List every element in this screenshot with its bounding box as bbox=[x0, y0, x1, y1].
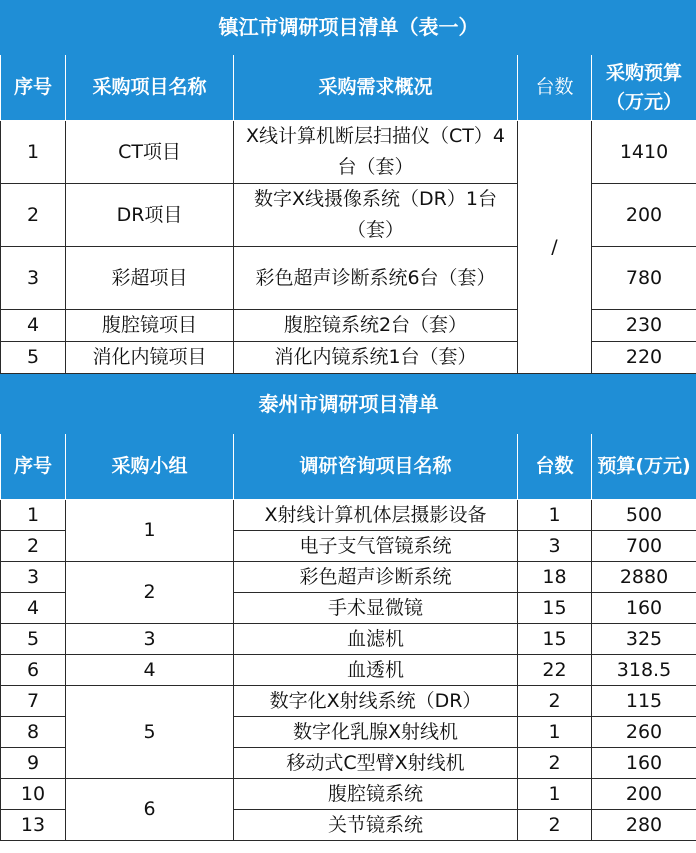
row-name: CT项目 bbox=[66, 121, 234, 184]
table-row bbox=[1, 184, 696, 247]
table-row bbox=[1, 310, 696, 342]
row-budget: 500 bbox=[592, 500, 696, 531]
row-name: 腹腔镜系统 bbox=[234, 779, 518, 810]
row-name: 数字化X射线系统（DR） bbox=[234, 686, 518, 717]
row-name: 血滤机 bbox=[234, 624, 518, 655]
row-qty: 15 bbox=[518, 593, 592, 624]
row-no: 10 bbox=[1, 779, 66, 810]
table1-header-desc: 采购需求概况 bbox=[234, 55, 518, 121]
row-name: 手术显微镜 bbox=[234, 593, 518, 624]
qty-merged-cell: / bbox=[518, 121, 592, 374]
row-qty: 2 bbox=[518, 810, 592, 841]
row-name: 彩色超声诊断系统 bbox=[234, 562, 518, 593]
row-name: 关节镜系统 bbox=[234, 810, 518, 841]
row-no: 8 bbox=[1, 717, 66, 748]
row-budget: 200 bbox=[592, 184, 696, 247]
row-name: 移动式C型臂X射线机 bbox=[234, 748, 518, 779]
row-desc: 彩色超声诊断系统6台（套） bbox=[234, 247, 518, 310]
row-budget: 2880 bbox=[592, 562, 696, 593]
table2-header-group: 采购小组 bbox=[66, 434, 234, 500]
row-name: DR项目 bbox=[66, 184, 234, 247]
taizhou-table bbox=[0, 374, 696, 841]
row-no: 4 bbox=[1, 593, 66, 624]
row-qty: 1 bbox=[518, 779, 592, 810]
row-budget: 780 bbox=[592, 247, 696, 310]
table-row bbox=[1, 500, 696, 531]
row-no: 9 bbox=[1, 748, 66, 779]
row-no: 4 bbox=[1, 310, 66, 342]
row-no: 1 bbox=[1, 121, 66, 184]
row-qty: 1 bbox=[518, 717, 592, 748]
table-row bbox=[1, 342, 696, 374]
row-name: X射线计算机体层摄影设备 bbox=[234, 500, 518, 531]
row-no: 3 bbox=[1, 562, 66, 593]
group-cell: 6 bbox=[66, 779, 234, 841]
table-row bbox=[1, 655, 696, 686]
row-qty: 18 bbox=[518, 562, 592, 593]
row-budget: 1410 bbox=[592, 121, 696, 184]
row-no: 3 bbox=[1, 247, 66, 310]
row-budget: 160 bbox=[592, 748, 696, 779]
group-cell: 3 bbox=[66, 624, 234, 655]
row-budget: 280 bbox=[592, 810, 696, 841]
row-budget: 318.5 bbox=[592, 655, 696, 686]
row-qty: 15 bbox=[518, 624, 592, 655]
zhenjiang-table bbox=[0, 0, 696, 374]
table1-header-no: 序号 bbox=[1, 55, 66, 121]
row-no: 1 bbox=[1, 500, 66, 531]
group-cell: 1 bbox=[66, 500, 234, 562]
row-no: 2 bbox=[1, 184, 66, 247]
row-desc: 数字X线摄像系统（DR）1台（套） bbox=[234, 184, 518, 247]
table2-header-qty: 台数 bbox=[518, 434, 592, 500]
row-qty: 22 bbox=[518, 655, 592, 686]
row-desc: X线计算机断层扫描仪（CT）4台（套） bbox=[234, 121, 518, 184]
row-qty: 2 bbox=[518, 686, 592, 717]
table1-header-qty: 台数 bbox=[518, 55, 592, 121]
row-budget: 325 bbox=[592, 624, 696, 655]
table1-title: 镇江市调研项目清单（表一） bbox=[1, 1, 696, 55]
row-qty: 1 bbox=[518, 500, 592, 531]
table-row bbox=[1, 121, 696, 184]
row-name: 彩超项目 bbox=[66, 247, 234, 310]
row-qty: 3 bbox=[518, 531, 592, 562]
row-budget: 700 bbox=[592, 531, 696, 562]
row-name: 消化内镜项目 bbox=[66, 342, 234, 374]
group-cell: 5 bbox=[66, 686, 234, 779]
row-name: 数字化乳腺X射线机 bbox=[234, 717, 518, 748]
row-no: 5 bbox=[1, 624, 66, 655]
row-budget: 230 bbox=[592, 310, 696, 342]
table2-header-budget: 预算(万元) bbox=[592, 434, 696, 500]
table2-header-no: 序号 bbox=[1, 434, 66, 500]
row-name: 血透机 bbox=[234, 655, 518, 686]
row-no: 7 bbox=[1, 686, 66, 717]
row-budget: 115 bbox=[592, 686, 696, 717]
group-cell: 4 bbox=[66, 655, 234, 686]
row-qty: 2 bbox=[518, 748, 592, 779]
row-no: 5 bbox=[1, 342, 66, 374]
row-budget: 160 bbox=[592, 593, 696, 624]
row-no: 6 bbox=[1, 655, 66, 686]
row-desc: 消化内镜系统1台（套） bbox=[234, 342, 518, 374]
table-row bbox=[1, 779, 696, 810]
row-budget: 260 bbox=[592, 717, 696, 748]
table-row bbox=[1, 562, 696, 593]
group-cell: 2 bbox=[66, 562, 234, 624]
table-row bbox=[1, 624, 696, 655]
table2-header-name: 调研咨询项目名称 bbox=[234, 434, 518, 500]
row-no: 13 bbox=[1, 810, 66, 841]
row-desc: 腹腔镜系统2台（套） bbox=[234, 310, 518, 342]
row-name: 腹腔镜项目 bbox=[66, 310, 234, 342]
table1-header-name: 采购项目名称 bbox=[66, 55, 234, 121]
row-name: 电子支气管镜系统 bbox=[234, 531, 518, 562]
table-row bbox=[1, 686, 696, 717]
table1-header-budget: 采购预算（万元） bbox=[592, 55, 696, 121]
table2-title: 泰州市调研项目清单 bbox=[1, 375, 696, 434]
row-budget: 220 bbox=[592, 342, 696, 374]
table-row bbox=[1, 247, 696, 310]
row-budget: 200 bbox=[592, 779, 696, 810]
row-no: 2 bbox=[1, 531, 66, 562]
